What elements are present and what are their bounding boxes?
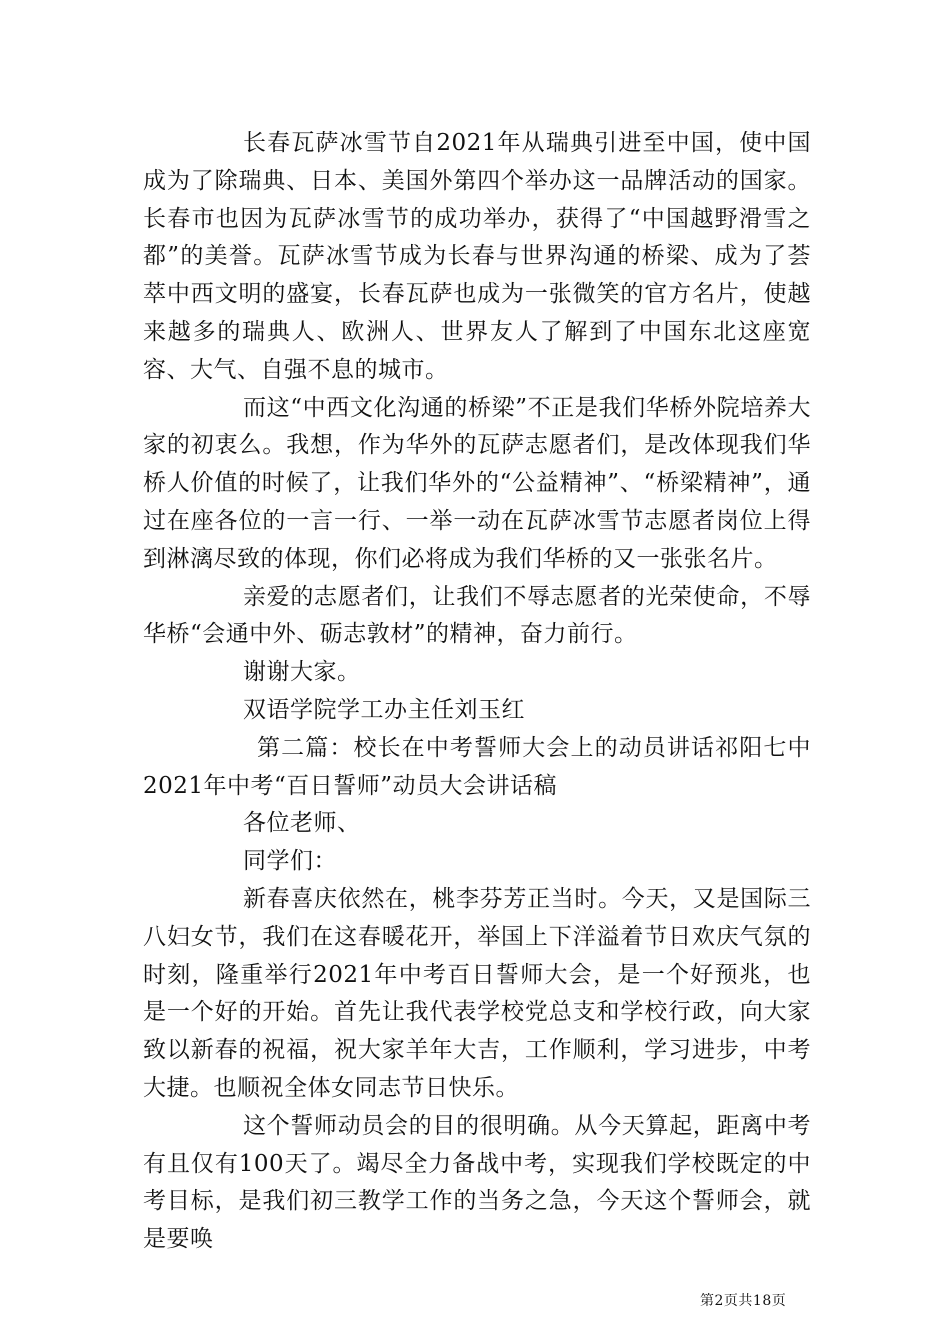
paragraph-bridge-of-culture: 而这“中西文化沟通的桥梁”不正是我们华桥外院培养大家的初衷么。我想，作为华外的瓦萨志愿者们，是改体现我们华桥人价值的时候了，让我们华外的“公益精神”、“桥梁精神”，通过在座各位的一言一行、一举一动在瓦萨冰雪节志愿者岗位上得到淋漓尽致的体现，你们必将成为我们华桥的又一张张名片。 bbox=[143, 394, 811, 572]
paragraph-salutation-teachers: 各位老师、 bbox=[243, 810, 361, 837]
paragraph-thanks: 谢谢大家。 bbox=[243, 659, 361, 686]
paragraph-signature: 双语学院学工办主任刘玉红 bbox=[243, 696, 525, 723]
paragraph-volunteers-call: 亲爱的志愿者们，让我们不辱志愿者的光荣使命，不辱华桥“会通中外、砺志敦材”的精神，奋力前行。 bbox=[143, 583, 811, 648]
section-heading: 第二篇：校长在中考誓师大会上的动员讲话祁阳七中2021年中考“百日誓师”动员大会讲话稿 bbox=[143, 734, 811, 799]
paragraph-vasaloppet-intro: 长春瓦萨冰雪节自2021年从瑞典引进至中国，使中国成为了除瑞典、日本、美国外第四个举办这一品牌活动的国家。长春市也因为瓦萨冰雪节的成功举办，获得了“中国越野滑雪之都”的美誉。瓦萨冰雪节成为长春与世界沟通的桥梁、成为了荟萃中西文明的盛宴，长春瓦萨也成为一张微笑的官方名片，使越来越多的瑞典人、欧洲人、世界友人了解到了中国东北这座宽容、大气、自强不息的城市。 bbox=[143, 130, 811, 383]
page-number-footer: 第2页共18页 bbox=[700, 1293, 787, 1309]
paragraph-salutation-students: 同学们： bbox=[243, 848, 337, 875]
paragraph-spring-greeting: 新春喜庆依然在，桃李芬芳正当时。今天，又是国际三八妇女节，我们在这春暖花开，举国上下洋溢着节日欢庆气氛的时刻，隆重举行2021年中考百日誓师大会，是一个好预兆，也是一个好的开始。首先让我代表学校党总支和学校行政，向大家致以新春的祝福，祝大家羊年大吉，工作顺利，学习进步，中考大捷。也顺祝全体女同志节日快乐。 bbox=[143, 885, 811, 1101]
document-body bbox=[143, 125, 811, 1259]
paragraph-meeting-purpose: 这个誓师动员会的目的很明确。从今天算起，距离中考有且仅有100天了。竭尽全力备战中考，实现我们学校既定的中考目标，是我们初三教学工作的当务之急，今天这个誓师会，就是要唤 bbox=[143, 1112, 811, 1253]
